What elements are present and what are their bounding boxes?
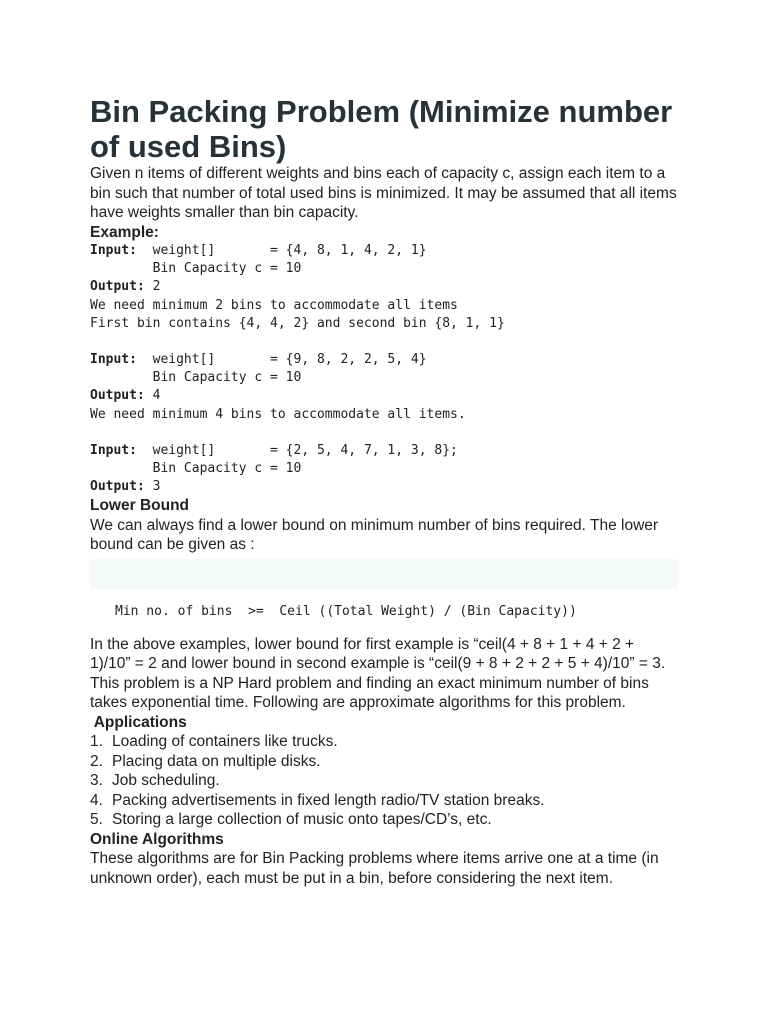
list-item — [90, 771, 678, 791]
list-text: Loading of containers like trucks. — [112, 733, 338, 751]
example-1 — [90, 242, 678, 333]
list-number: 1. — [90, 733, 103, 751]
lower-bound-text: We can always find a lower bound on minimum number of bins required. The lower bound can be given as : — [90, 516, 659, 554]
formula-highlight — [90, 559, 678, 589]
output-value: 2 — [144, 279, 161, 295]
output-label: Output: — [90, 279, 145, 295]
example-2 — [90, 351, 678, 424]
applications-list — [90, 732, 678, 830]
list-text: Placing data on multiple disks. — [112, 752, 321, 770]
example-note: First bin contains {4, 4, 2} and second bin {8, 1, 1} — [90, 315, 505, 331]
lower-bound-heading: Lower Bound — [90, 497, 190, 515]
intro-paragraph: Given n items of different weights and bins each of capacity c, assign each item to a bin such that number of total used bins is minimized. It may be assumed that all items have weights smaller than bin capacity. — [90, 165, 677, 221]
output-value: 3 — [144, 479, 161, 495]
list-text: Storing a large collection of music onto tapes/CD’s, etc. — [112, 811, 492, 829]
np-hard-paragraph: This problem is a NP Hard problem and finding an exact minimum number of bins takes exponential time. Following are approximate algorithms for this problem. — [90, 674, 649, 712]
weight-line: weight[] = {4, 8, 1, 4, 2, 1} — [136, 243, 427, 258]
capacity-line: Bin Capacity c = 10 — [90, 261, 302, 277]
list-number: 4. — [90, 791, 103, 809]
input-label: Input: — [90, 243, 137, 258]
page-title: Bin Packing Problem (Minimize number of used Bins) — [90, 94, 673, 164]
example-label: Example: — [90, 223, 159, 241]
capacity-line: Bin Capacity c = 10 — [90, 461, 302, 477]
example-note: We need minimum 4 bins to accommodate all items. — [90, 406, 466, 422]
input-label: Input: — [90, 352, 137, 368]
example-note: We need minimum 2 bins to accommodate all items — [90, 297, 458, 313]
applications-heading: Applications — [90, 713, 187, 731]
input-label: Input: — [90, 442, 137, 458]
list-number: 3. — [90, 772, 103, 790]
output-label: Output: — [90, 479, 145, 495]
list-item — [90, 791, 678, 811]
capacity-line: Bin Capacity c = 10 — [90, 370, 302, 386]
list-item — [90, 752, 678, 772]
formula: Min no. of bins >= Ceil ((Total Weight) / (Bin Capacity)) — [115, 603, 577, 619]
list-text: Job scheduling. — [112, 772, 220, 790]
online-algorithms-text: These algorithms are for Bin Packing problems where items arrive one at a time (in unknown order), each must be put in a bin, before considering the next item. — [90, 850, 659, 887]
list-item — [90, 732, 678, 752]
output-value: 4 — [144, 388, 161, 404]
weight-line: weight[] = {2, 5, 4, 7, 1, 3, 8}; — [136, 442, 458, 458]
example-3 — [90, 442, 678, 497]
output-label: Output: — [90, 388, 145, 404]
lower-bound-examples: In the above examples, lower bound for first example is “ceil(4 + 8 + 1 + 4 + 2 + 1)/10” = 2 and lower bound in second example is “ceil(9 + 8 + 2 + 2 + 5 + 4)/10” = 3. — [90, 635, 666, 673]
list-number: 2. — [90, 752, 103, 770]
list-item — [90, 810, 678, 830]
list-text: Packing advertisements in fixed length radio/TV station breaks. — [112, 791, 545, 809]
online-algorithms-heading: Online Algorithms — [90, 830, 224, 848]
weight-line: weight[] = {9, 8, 2, 2, 5, 4} — [136, 352, 427, 368]
list-number: 5. — [90, 811, 103, 829]
